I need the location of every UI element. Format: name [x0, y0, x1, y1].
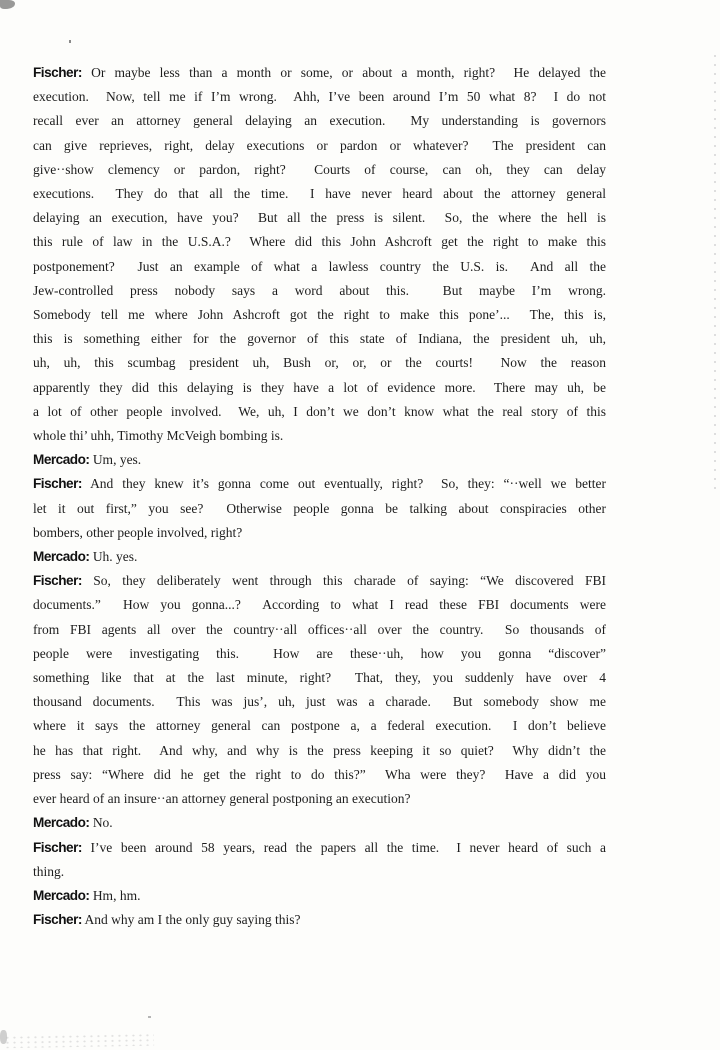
transcript-line: postponement? Just an example of what a lawless country the U.S. is. And all the: [33, 258, 606, 274]
scan-speck-top-left-icon: [0, 0, 15, 9]
scan-noise-bottom-edge: [0, 1030, 7, 1044]
transcript-line: Somebody tell me where John Ashcroft got the right to make this pone’... The, this is,: [33, 307, 606, 323]
transcript-line: whole thi’ uhh, Timothy McVeigh bombing is.: [33, 428, 284, 444]
transcript-line: recall ever an attorney general delaying an execution. My understanding is governors: [33, 113, 606, 129]
transcript-line: Fischer: And why am I the only guy saying this?: [33, 912, 301, 928]
transcript-line: this rule of law in the U.S.A.? Where did this John Ashcroft get the right to make this: [33, 234, 606, 250]
transcript-line: he has that right. And why, and why is the press keeping it so quiet? Why didn’t the: [33, 742, 606, 758]
transcript-body: [33, 61, 606, 932]
scan-streak-right-edge: [714, 55, 716, 495]
transcript-line: delaying an execution, have you? But all the press is silent. So, the where the hell is: [33, 210, 606, 226]
speaker-label: Fischer:: [33, 65, 82, 80]
transcript-line: execution. Now, tell me if I’m wrong. Ahh, I’ve been around I’m 50 what 8? I do not: [33, 89, 606, 105]
transcript-line: this is something either for the governor of this state of Indiana, the president uh, uh,: [33, 331, 606, 347]
transcript-line: executions. They do that all the time. I have never heard about the attorney general: [33, 186, 606, 202]
transcript-line: Fischer: So, they deliberately went through this charade of saying: “We discovered FBI: [33, 573, 607, 589]
scan-speck-icon: [148, 1016, 151, 1018]
transcript-line: thing.: [33, 863, 65, 879]
scan-noise-bottom-left: [4, 1033, 154, 1049]
transcript-line: Fischer: And they knew it’s gonna come out eventually, right? So, they: “··well we better: [33, 476, 606, 492]
speaker-label: Mercado:: [33, 887, 90, 903]
transcript-line: Mercado: Um, yes.: [33, 452, 142, 468]
transcript-line: from FBI agents all over the country··all offices··all over the country. So thousands of: [33, 621, 606, 637]
speaker-label: Fischer:: [33, 912, 82, 928]
speaker-label: Mercado:: [33, 452, 90, 468]
transcript-line: thousand documents. This was jus’, uh, just was a charade. But somebody show me: [33, 694, 606, 710]
transcript-line: something like that at the last minute, right? That, they, you suddenly have over 4: [33, 670, 606, 686]
transcript-line: uh, uh, this scumbag president uh, Bush or, or, or the courts! Now the reason: [33, 355, 606, 371]
transcript-line: bombers, other people involved, right?: [33, 524, 243, 540]
transcript-line: Mercado: Uh. yes.: [33, 549, 138, 565]
transcript-line: give··show clemency or pardon, right? Courts of course, can oh, they can delay: [33, 161, 606, 177]
transcript-line: a lot of other people involved. We, uh, I don’t we don’t know what the real story of this: [33, 403, 606, 419]
transcript-line: press say: “Where did he get the right to do this?” Wha were they? Have a did you: [33, 766, 606, 782]
transcript-line: Jew-controlled press nobody says a word about this. But maybe I’m wrong.: [33, 282, 606, 298]
transcript-line: Mercado: No.: [33, 815, 113, 831]
speaker-label: Fischer:: [33, 476, 82, 492]
transcript-line: let it out first,” you see? Otherwise people gonna be talking about conspiracies other: [33, 500, 606, 516]
scan-speck-icon: [69, 40, 71, 43]
speaker-label: Mercado:: [33, 549, 90, 565]
transcript-line: apparently they did this delaying is they have a lot of evidence more. There may uh, be: [33, 379, 606, 395]
transcript-line: Fischer: Or maybe less than a month or some, or about a month, right? He delayed the: [33, 65, 607, 80]
transcript-line: ever heard of an insure··an attorney general postponing an execution?: [33, 791, 411, 807]
transcript-line: people were investigating this. How are these··uh, how you gonna “discover”: [33, 645, 606, 661]
speaker-label: Fischer:: [33, 573, 82, 589]
speaker-label: Fischer:: [33, 839, 82, 855]
transcript-line: can give reprieves, right, delay executions or pardon or whatever? The president can: [33, 137, 606, 153]
speaker-label: Mercado:: [33, 815, 90, 831]
transcript-line: Fischer: I’ve been around 58 years, read the papers all the time. I never heard of such a: [33, 839, 607, 855]
transcript-line: where it says the attorney general can postpone a, a federal execution. I don’t believe: [33, 718, 606, 734]
transcript-line: Mercado: Hm, hm.: [33, 887, 141, 903]
transcript-line: documents.” How you gonna...? According to what I read these FBI documents were: [33, 597, 606, 613]
